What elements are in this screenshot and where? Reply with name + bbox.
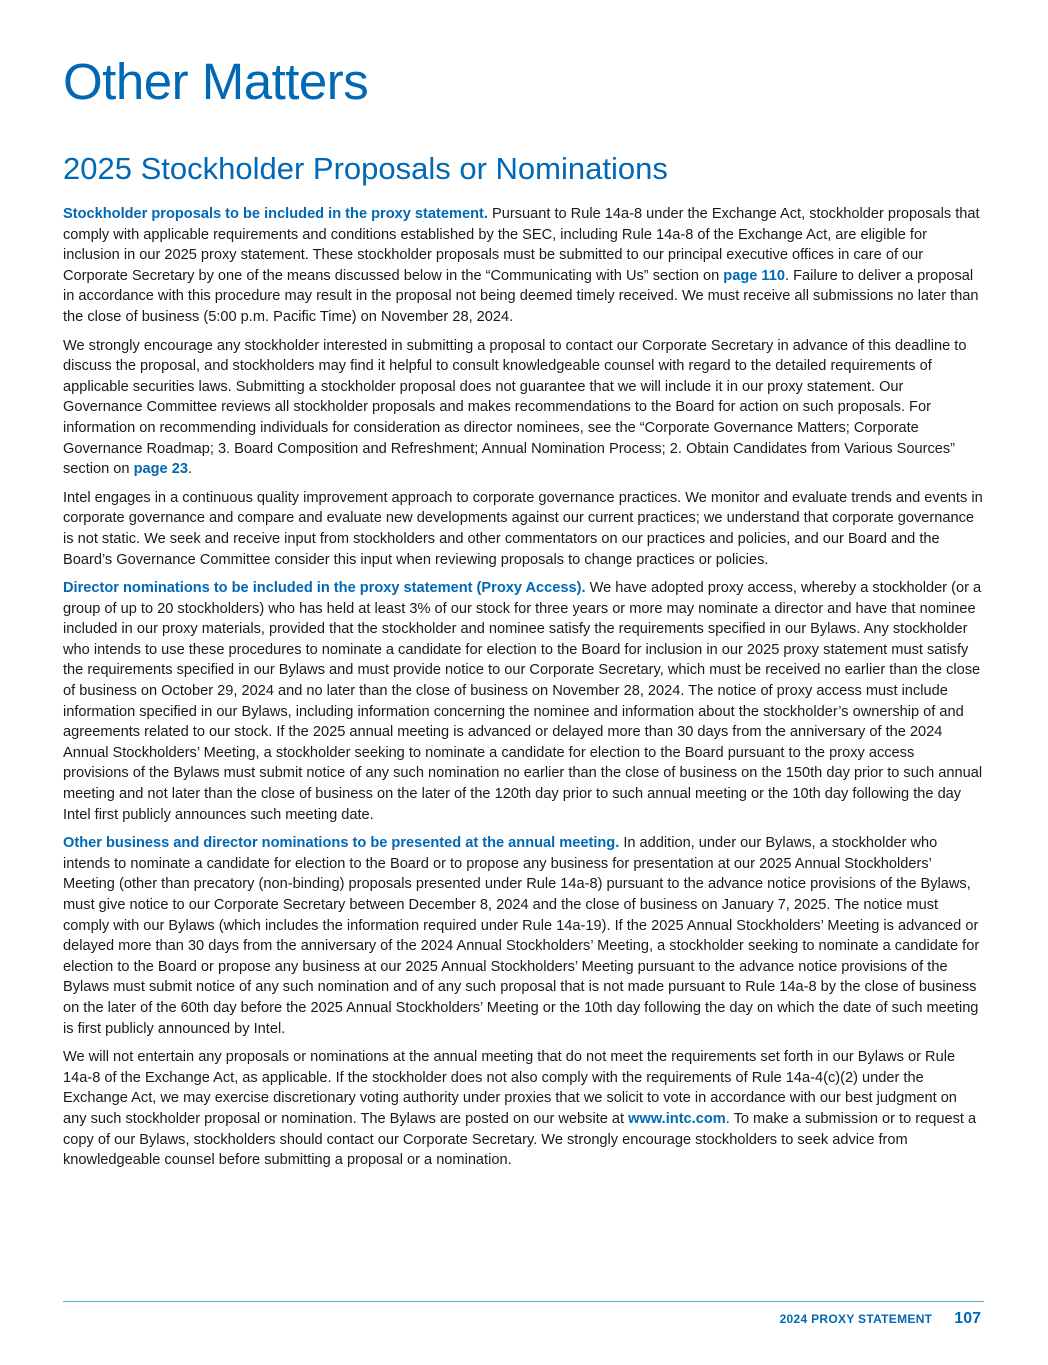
page-title: Other Matters [63,53,369,110]
paragraph-other-business [63,833,984,1039]
body-content [63,204,984,1179]
paragraph-requirements [63,1047,984,1171]
paragraph-proxy-access [63,578,984,825]
page-number: 107 [954,1310,981,1327]
lead-stockholder-proposals: Stockholder proposals to be included in the proxy statement. [63,206,488,222]
lead-proxy-access: Director nominations to be included in the proxy statement (Proxy Access). [63,580,586,597]
paragraph-text: Pursuant to Rule 14a-8 under the Exchange Act, stockholder proposals that comply with applicable requirements and conditions established by the SEC, including Rule 14a-8 of the Exchange Act, are eligible for inclusion in our 2025 proxy statement. These stockholder proposals must be submitted to our principal executive offices in care of our Corporate Secretary by one of the means discussed below in the “Communicating with Us” section on [63,206,980,284]
paragraph-text: . [187,461,193,478]
paragraph-text: We have adopted proxy access, whereby a stockholder (or a group of up to 20 stockholders) who has held at least 3% of our stock for three years or more may nominate a director and have that nominee included in our proxy materials, provided that the stockholder and nominee satisfy the requirements specified in our Bylaws. Any stockholder who intends to use these procedures to nominate a candidate for election to the Board for inclusion in our 2025 proxy statement must satisfy the requirements specified in our Bylaws and must provide notice to our Corporate Secretary, which must be received no earlier than the close of business on October 29, 2024 and no later than the close of business on November 28, 2024. The notice of proxy access must include information specified in our Bylaws, including information concerning the nominee and information about the stockholder’s ownership of and agreements related to our stock. If the 2025 annual meeting is advanced or delayed more than 30 days from the anniversary of the 2024 Annual Stockholders’ Meeting, a stockholder seeking to nominate a candidate for election to the Board pursuant to the proxy access provisions of the Bylaws must submit notice of any such nomination no earlier than the close of business on the 150th day prior to such annual meeting and not later than the close of business on the later of the 120th day prior to such annual meeting or the 10th day following the day Intel first publicly announces such meeting date. [63,580,983,823]
footer-divider [63,1301,984,1302]
paragraph-text: . Failure to deliver a proposal in accordance with this procedure may result in the proposal not being deemed timely received. We must receive all submissions no later than the close of business (5:00 p.m. Pacific Time) on November 28, 2024. [63,267,979,325]
page-23-link[interactable]: page 23 [133,461,188,478]
section-heading: 2025 Stockholder Proposals or Nominations [63,151,668,186]
footer-label: 2024 PROXY STATEMENT [779,1312,933,1326]
paragraph-stockholder-proposals [63,204,984,328]
paragraph-text: We strongly encourage any stockholder interested in submitting a proposal to contact our Corporate Secretary in advance of this deadline to discuss the proposal, and stockholders may find it helpful to consult knowledgeable counsel with regard to the detailed requirements of applicable securities laws. Submitting a stockholder proposal does not guarantee that we will include it in our proxy statement. Our Governance Committee reviews all stockholder proposals and makes recommendations to the Board for action on such proposals. For information on recommending individuals for consideration as director nominees, see the “Corporate Governance Matters; Corporate Governance Roadmap; 3. Board Composition and Refreshment; Annual Nomination Process; 2. Obtain Candidates from Various Sources” section on [63,337,967,478]
website-link[interactable]: www.intc.com [628,1110,726,1127]
paragraph-quality-improvement: Intel engages in a continuous quality improvement approach to corporate governance practices. We monitor and evaluate trends and events in corporate governance and compare and evaluate new developments against our current practices; we understand that corporate governance is not static. We seek and receive input from stockholders and other commentators on our practices and policies, and our Board and the Board’s Governance Committee consider this input when reviewing proposals to change practices or policies. [63,489,983,568]
page-footer [780,1310,981,1328]
page-110-link[interactable]: page 110 [723,267,785,284]
paragraph-text: . To make a submission or to request a copy of our Bylaws, stockholders should contact our Corporate Secretary. We strongly encourage stockholders to seek advice from knowledgeable counsel before submitting a proposal or a nomination. [63,1110,977,1169]
lead-other-business: Other business and director nominations to be presented at the annual meeting. [63,835,620,852]
paragraph-text: We will not entertain any proposals or nominations at the annual meeting that do not meet the requirements set forth in our Bylaws or Rule 14a-8 of the Exchange Act, as applicable. If the stockholder does not also comply with the requirements of Rule 14a-4(c)(2) under the Exchange Act, we may exercise discretionary voting authority under proxies that we solicit to vote in accordance with our best judgment on any such stockholder proposal or nomination. The Bylaws are posted on our website at [63,1049,957,1127]
paragraph-text: In addition, under our Bylaws, a stockholder who intends to nominate a candidate for election to the Board or to propose any business for presentation at our 2025 Annual Stockholders’ Meeting (other than precatory (non-binding) proposals presented under Rule 14a-8) pursuant to the advance notice provisions of the Bylaws, must give notice to our Corporate Secretary between December 8, 2024 and the close of business on January 7, 2025. The notice must comply with our Bylaws (which includes the information required under Rule 14a-19). If the 2025 Annual Stockholders’ Meeting is advanced or delayed more than 30 days from the anniversary of the 2024 Annual Stockholders’ Meeting, a stockholder seeking to nominate a candidate for election to the Board or propose any business at our 2025 Annual Stockholders’ Meeting pursuant to the advance notice provisions of the Bylaws must submit notice of any such nomination and of any such proposal that is not made pursuant to Rule 14a-8 by the close of business on the later of the 60th day before the 2025 Annual Stockholders’ Meeting or the 10th day following the day on which the date of such meeting is first publicly announced by Intel. [63,835,980,1037]
paragraph-encourage-contact [63,336,984,480]
